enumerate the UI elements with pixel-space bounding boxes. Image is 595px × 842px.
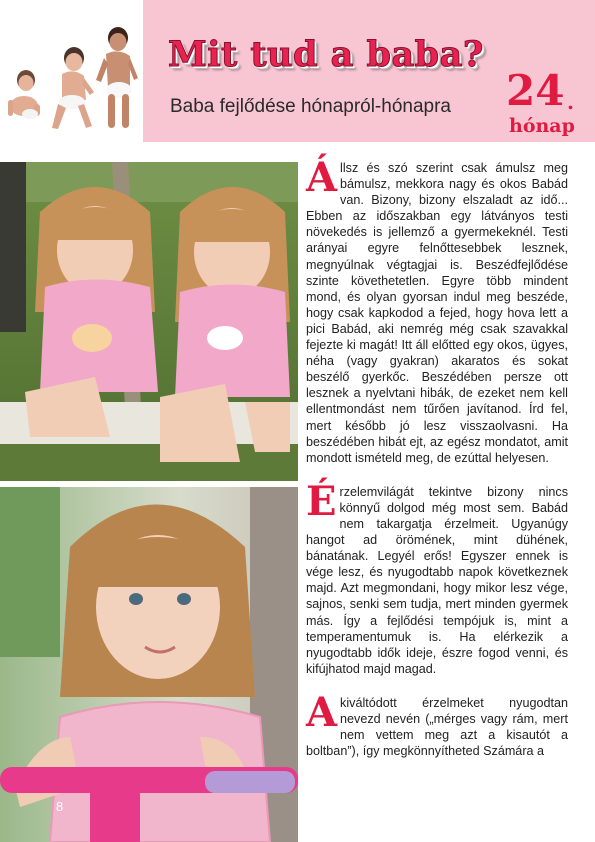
paragraph-text: llsz és szó szerint csak ámulsz meg bámulsz, mekkora nagy és okos Babád van. Bizony, bizony elszaladt az idő... Ebben az időszakban egy látványos testi növekedés is jellemző a gyermekeknél. Testi arányai egyre felnőttesebbek lesznek, megnyúlnak végtagjai is. Beszédfejlődése szinte követhetetlen. Egyre több mindent mond, és olyan gyorsan indul meg beszéde, hogy csak kapkodod a fejed, hogy hova lett a pici Babád, aki nemrég még csak szavakkal fejezte ki magát! Itt áll előtted egy okos, ügyes, néha (vagy gyakran) akaratos és sokat beszélő gyerkőc. Beszédében persze ott lesznek a nyelvtani hibák, de ezeket nem kell ellentmondást nem tűrően javítanod. Írd fel, mert később jó lesz visszaolvasni. Ha beszédében hibát ejt, az egész mondatot, amit mondott ismételd meg, de ezúttal helyesen. [306,161,568,465]
walking-baby-figure [96,27,138,128]
article-body [306,154,568,777]
paragraph-text: rzelemvilágát tekintve bizony nincs könnyű dolgod még most sem. Babád nem takargatja érzelmeit. Ugyanúgy hangot ad örömének, mint dühének, bánatának. Legyél erős! Egyszer ennek is vége lesz, és nyugodtabb napok következnek majd. Azt megmondani, hogy mikor lesz vége, sajnos, senki sem tudja, mert minden gyermek más. Így a fejlődési tempójuk is, mint a temperamentumuk is. Ha elérkezik a nyugodtabb idők ideje, észre fogod venni, és kifújhatod majd magad. [306,484,568,676]
paragraph-1 [306,154,568,466]
paragraph-2 [306,477,568,677]
page-subtitle: Baba fejlődése hónapról-hónapra [170,96,451,117]
toddler-tricycle-illustration [0,487,298,842]
paragraph-3 [306,688,568,759]
drop-cap: A [306,688,338,736]
header-left-panel [0,0,143,142]
drop-cap: Á [306,154,338,201]
photo-twin-girls [0,162,298,481]
babies-illustration [0,18,143,136]
photo-toddler-tricycle [0,487,298,842]
month-number: 24 [506,66,565,115]
month-label: hónap [509,115,575,137]
twin-girls-illustration [0,162,298,481]
month-number-dot: . [567,90,574,114]
page-title: Mit tud a baba? [168,34,484,75]
crawling-baby-figure [8,70,40,119]
paragraph-text: kiváltódott érzelmeket nyugodtan nevezd nevén („mérges vagy rám, mert nem vettem meg azt a kisautót a boltban”), így megkönnyítheted Számára a [306,695,568,759]
page-number: 8 [56,799,64,814]
standing-baby-figure [52,47,94,129]
drop-cap: É [306,477,337,525]
